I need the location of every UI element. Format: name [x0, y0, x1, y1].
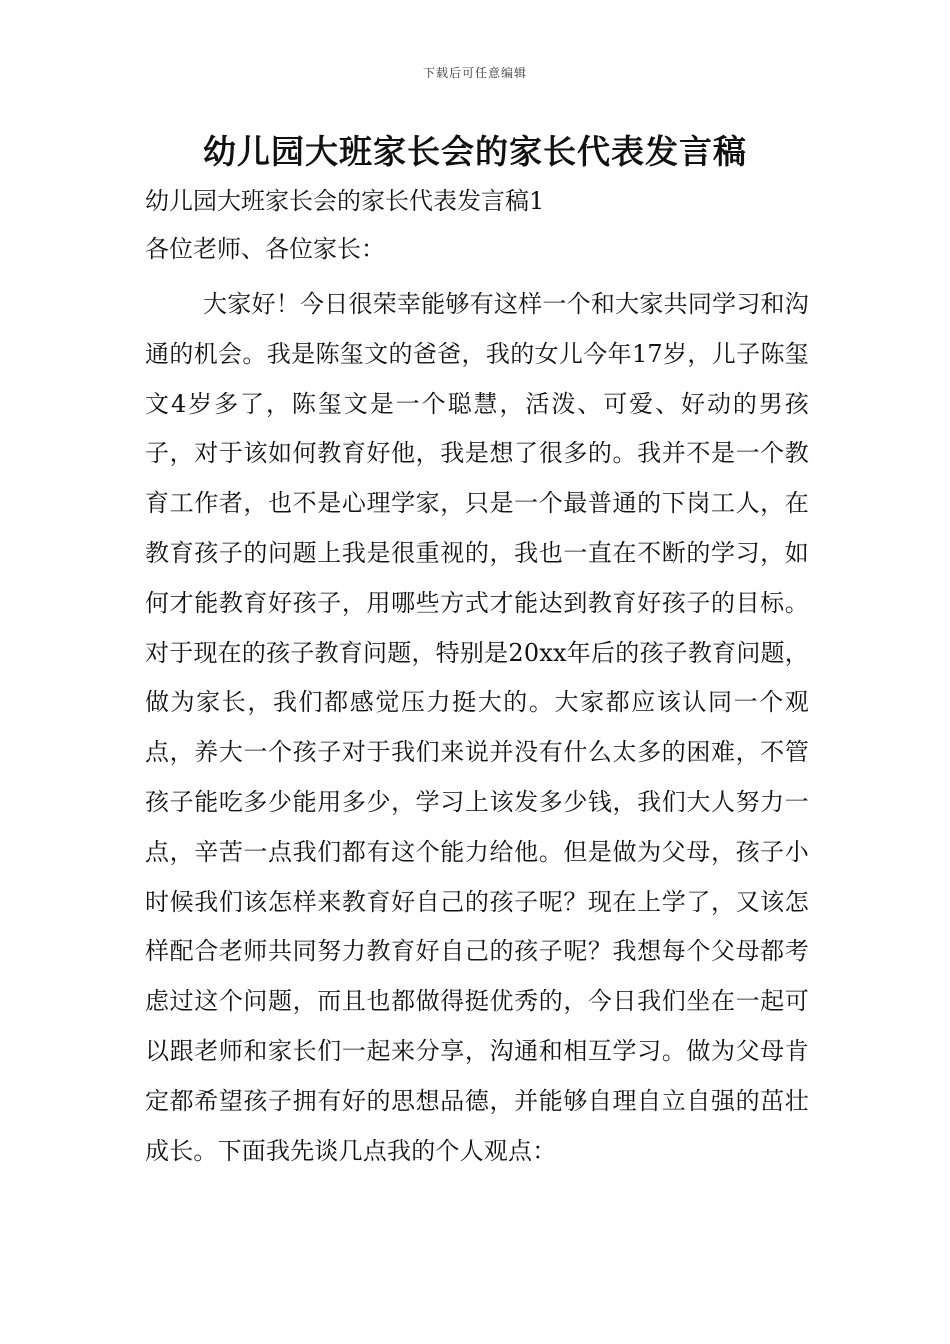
- document-title: 幼儿园大班家长会的家长代表发言稿: [203, 132, 747, 171]
- header-note: 下载后可任意编辑: [422, 66, 527, 80]
- document-subtitle: 幼儿园大班家长会的家长代表发言稿1: [145, 187, 545, 215]
- salutation: 各位老师、各位家长：: [145, 235, 385, 263]
- body-paragraph: 大家好！今日很荣幸能够有这样一个和大家共同学习和沟通的机会。我是陈玺文的爸爸，我的女儿今年17岁，儿子陈玺文4岁多了，陈玺文是一个聪慧，活泼、可爱、好动的男孩子，对于该如何教育好他，我是想了很多的。我并不是一个教育工作者，也不是心理学家，只是一个最普通的下岗工人，在教育孩子的问题上我是很重视的，我也一直在不断的学习，如何才能教育好孩子，用哪些方式才能达到教育好孩子的目标。对于现在的孩子教育问题，特别是20xx年后的孩子教育问题，做为家长，我们都感觉压力挺大的。大家都应该认同一个观点，养大一个孩子对于我们来说并没有什么太多的困难，不管孩子能吃多少能用多少，学习上该发多少钱，我们大人努力一点，辛苦一点我们都有这个能力给他。但是做为父母，孩子小时候我们该怎样来教育好自己的孩子呢？现在上学了，又该怎样配合老师共同努力教育好自己的孩子呢？我想每个父母都考虑过这个问题，而且也都做得挺优秀的，今日我们坐在一起可以跟老师和家长们一起来分享，沟通和相互学习。做为父母肯定都希望孩子拥有好的思想品德，并能够自理自立自强的茁壮成长。下面我先谈几点我的个人观点：: [145, 290, 809, 1165]
